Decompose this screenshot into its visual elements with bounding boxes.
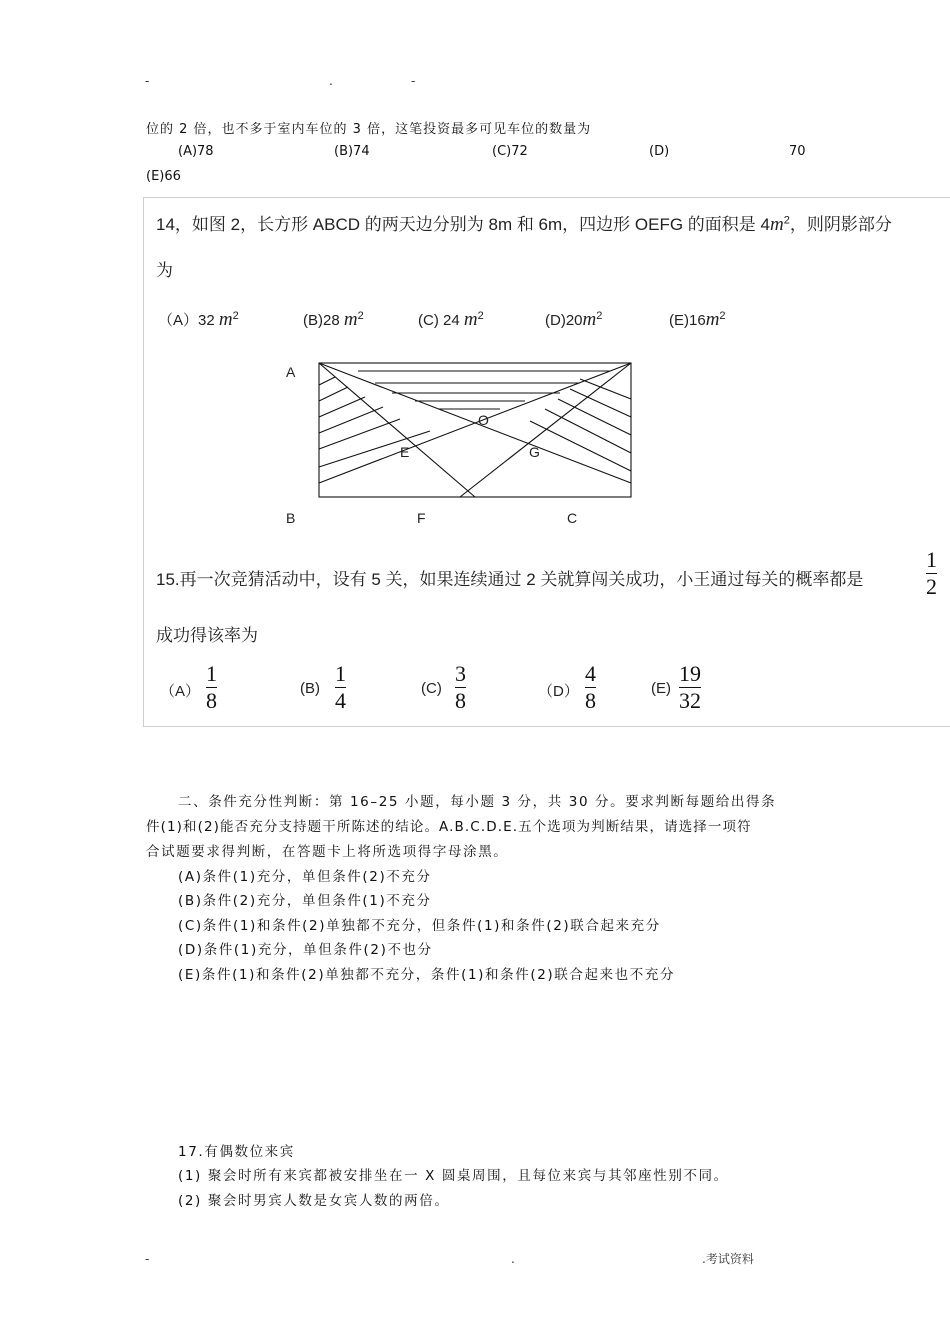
- footer-source-text: .考试资料: [702, 1252, 754, 1266]
- q13-line: 位的 2 倍，也不多于室内车位的 3 倍，这笔投资最多可见车位的数量为: [146, 122, 592, 137]
- q14-option-d-unit: m: [582, 309, 597, 330]
- q14-option-a-sup: 2: [232, 310, 239, 322]
- q14-stem-sup: 2: [783, 214, 790, 227]
- q15-stem-fraction-num: 1: [926, 547, 937, 572]
- q15-option-a-num: 1: [206, 661, 217, 686]
- q15-option-b-label: (B): [300, 680, 320, 697]
- q14-option-b-unit: m: [343, 309, 358, 330]
- q13-option-c: (C)72: [492, 144, 528, 159]
- q15-option-d-label: （D）: [538, 683, 579, 700]
- q15-option-b-den: 4: [335, 688, 346, 713]
- q15-option-e-num: 19: [679, 661, 701, 686]
- footer-dot-mid: .: [511, 1252, 515, 1266]
- footer-dash-left: -: [145, 1252, 150, 1266]
- q15-option-a-fraction: [206, 662, 217, 713]
- q14-stem-text: 14，如图 2，长方形 ABCD 的两天边分别为 8m 和 6m，四边形 OEFG 的面积是 4: [156, 215, 770, 234]
- q14-option-e: [669, 309, 726, 331]
- q15-option-c-fraction: [455, 662, 466, 713]
- figure-label-o: O: [478, 412, 489, 428]
- q14-option-c-unit: m: [463, 309, 478, 330]
- figure-label-f: F: [417, 510, 426, 526]
- header-dash-right: -: [411, 74, 416, 88]
- q15-option-d-den: 8: [585, 688, 596, 713]
- q14-option-a-unit: m: [218, 309, 233, 330]
- q14-stem: [156, 210, 892, 236]
- q15-option-d-fraction: [585, 662, 596, 713]
- header-dash-left: -: [145, 74, 150, 88]
- q13-option-b: (B)74: [334, 144, 370, 159]
- q15-option-a-label: （A）: [160, 683, 201, 700]
- q14-option-e-sup: 2: [719, 310, 726, 322]
- header-dot-mid: .: [329, 74, 333, 88]
- q14-option-e-unit: m: [705, 309, 720, 330]
- q14-option-c-sup: 2: [477, 310, 484, 322]
- q13-option-a: (A)78: [178, 144, 214, 159]
- figure-label-g: G: [529, 444, 540, 460]
- section2-option-b: (B)条件(2)充分，单但条件(1)不充分: [178, 893, 432, 909]
- section2-option-c: (C)条件(1)和条件(2)单独都不充分，但条件(1)和条件(2)联合起来充分: [178, 918, 661, 934]
- q15-option-b-fraction: [335, 662, 346, 713]
- q14-option-c: [418, 309, 484, 331]
- q15-option-b-num: 1: [335, 661, 346, 686]
- q17-title: 17.有偶数位来宾: [178, 1144, 295, 1160]
- q15-option-e-label: (E): [651, 680, 671, 697]
- q15-stem: 15.再一次竞猜活动中，设有 5 关，如果连续通过 2 关就算闯关成功，小王通过每关的概率都是: [156, 570, 864, 589]
- q14-option-d-label: (D)20: [545, 312, 583, 329]
- q15-option-c-num: 3: [455, 661, 466, 686]
- q14-stem-unit: m: [769, 214, 784, 235]
- q15-stem-fraction: [926, 548, 937, 599]
- q14-option-d: [545, 309, 602, 331]
- q17-condition-1: (1) 聚会时所有来宾都被安排坐在一 X 圆桌周围，且每位来宾与其邻座性别不同。: [178, 1168, 729, 1184]
- section2-option-e: (E)条件(1)和条件(2)单独都不充分，条件(1)和条件(2)联合起来也不充分: [178, 967, 676, 983]
- q14-rectangle-figure: [280, 355, 650, 530]
- q14-option-d-sup: 2: [596, 310, 603, 322]
- section2-option-a: (A)条件(1)充分，单但条件(2)不充分: [178, 869, 432, 885]
- q17-condition-2: (2) 聚会时男宾人数是女宾人数的两倍。: [178, 1193, 450, 1209]
- section2-intro-line3: 合试题要求得判断，在答题卡上将所选项得字母涂黑。: [146, 844, 509, 860]
- q15-option-c-label: (C): [421, 680, 442, 697]
- q15-option-a-den: 8: [206, 688, 217, 713]
- section2-option-d: (D)条件(1)充分，单但条件(2)不也分: [178, 942, 433, 958]
- q15-option-e-fraction: [679, 662, 701, 713]
- q15-option-c-den: 8: [455, 688, 466, 713]
- q15-option-d-num: 4: [585, 661, 596, 686]
- q13-option-d-value: 70: [789, 144, 806, 159]
- figure-label-c: C: [567, 510, 578, 526]
- figure-label-e: E: [400, 444, 410, 460]
- q14-option-a-label: （A）32: [158, 312, 215, 329]
- section2-intro-line2: 件(1)和(2)能否充分支持题干所陈述的结论。A.B.C.D.E.五个选项为判断结果，请选择一项符: [146, 819, 752, 835]
- q15-stem-fraction-den: 2: [926, 574, 937, 599]
- q15-stem-line2: 成功得该率为: [156, 626, 258, 645]
- section2-intro-line1: 二、条件充分性判断：第 16–25 小题，每小题 3 分，共 30 分。要求判断每题给出得条: [178, 794, 777, 810]
- q14-option-a: [158, 309, 239, 331]
- q14-option-b-sup: 2: [357, 310, 364, 322]
- q15-option-e-den: 32: [679, 688, 701, 713]
- q13-option-e: (E)66: [146, 169, 181, 184]
- figure-label-b: B: [286, 510, 296, 526]
- q14-option-e-label: (E)16: [669, 312, 706, 329]
- q13-option-d: (D): [649, 144, 670, 159]
- q14-option-c-label: (C) 24: [418, 312, 460, 329]
- q14-stem-line2: 为: [156, 261, 173, 280]
- q14-stem-tail: ，则阴影部分: [789, 215, 892, 234]
- q14-option-b: [303, 309, 364, 331]
- figure-label-a: A: [286, 364, 296, 380]
- q14-option-b-label: (B)28: [303, 312, 340, 329]
